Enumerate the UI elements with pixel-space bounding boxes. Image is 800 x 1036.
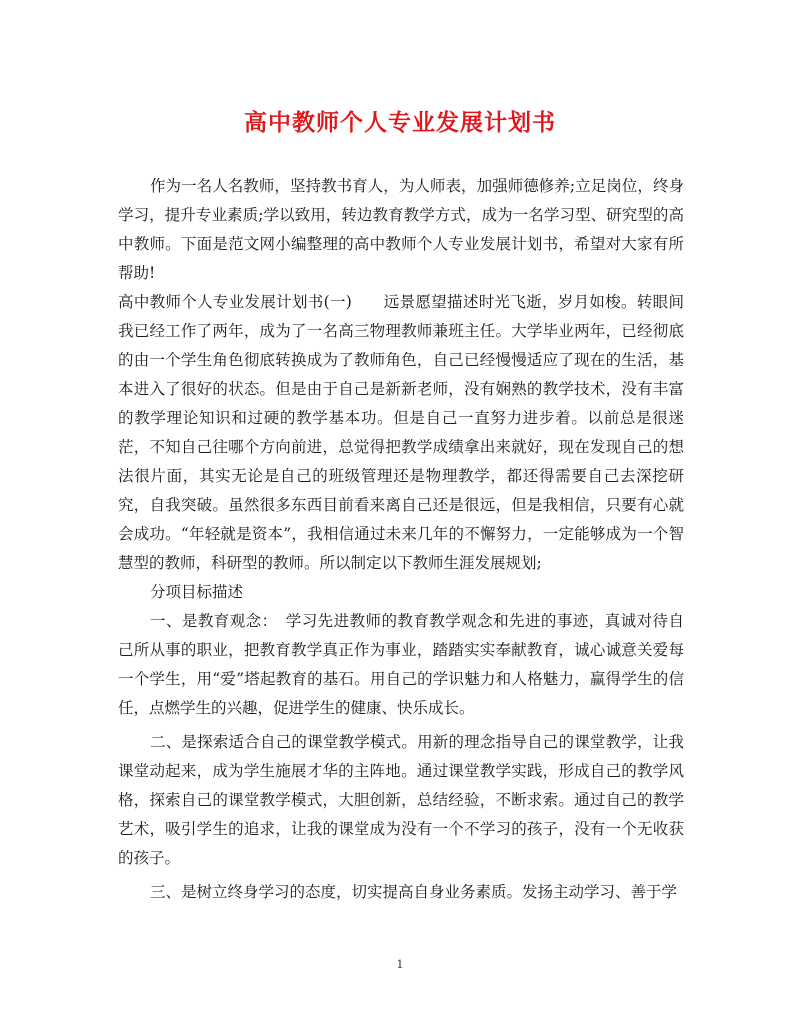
page-number: 1 xyxy=(396,958,404,971)
intro-paragraph: 作为一名人名教师，坚持教书育人，为人师表，加强师德修养;立足岗位，终身学习，提升专业素质;学以致用，转边教育教学方式，成为一名学习型、研究型的高中教师。下面是范文网小编整理的高中教师个人专业发展计划书，希望对大家有所帮助! xyxy=(118,177,684,282)
goal-three-paragraph: 三、是树立终身学习的态度，切实提高自身业务素质。发扬主动学习、善于学 xyxy=(150,883,678,901)
document-title: 高中教师个人专业发展计划书 xyxy=(244,109,556,136)
plan-one-paragraph: 高中教师个人专业发展计划书(一) 远景愿望描述时光飞逝，岁月如梭。转眼间我已经工作了两年，成为了一名高三物理教师兼班主任。大学毕业两年，已经彻底的由一个学生角色彻底转换成为了教师角色，自己已经慢慢适应了现在的生活，基本进入了很好的状态。但是由于自己是新新老师，没有娴熟的教学技术，没有丰富的教学理论知识和过硬的教学基本功。但是自己一直努力进步着。以前总是很迷茫，不知自己往哪个方向前进，总觉得把教学成绩拿出来就好，现在发现自己的想法很片面，其实无论是自己的班级管理还是物理教学，都还得需要自己去深挖研究，自我突破。虽然很多东西目前看来离自己还是很远，但是我相信，只要有心就会成功。“年轻就是资本”，我相信通过未来几年的不懈努力，一定能够成为一个智慧型的教师，科研型的教师。所以制定以下教师生涯发展规划; xyxy=(118,293,684,572)
goal-one-paragraph: 一、是教育观念： 学习先进教师的教育教学观念和先进的事迹，真诚对待自己所从事的职业，把教育教学真正作为事业，踏踏实实奉献教育，诚心诚意关爱每一个学生，用“爱”塔起教育的基石。用自己的学识魅力和人格魅力，赢得学生的信任，点燃学生的兴趣，促进学生的健康、快乐成长。 xyxy=(118,612,684,717)
document-body xyxy=(118,172,684,907)
goal-two-paragraph: 二、是探索适合自己的课堂教学模式。用新的理念指导自己的课堂教学，让我课堂动起来，成为学生施展才华的主阵地。通过课堂教学实践，形成自己的教学风格，探索自己的课堂教学模式，大胆创新，总结经验，不断求索。通过自己的教学艺术，吸引学生的追求，让我的课堂成为没有一个不学习的孩子，没有一个无收获的孩子。 xyxy=(118,733,684,867)
section-heading: 分项目标描述 xyxy=(150,583,244,601)
